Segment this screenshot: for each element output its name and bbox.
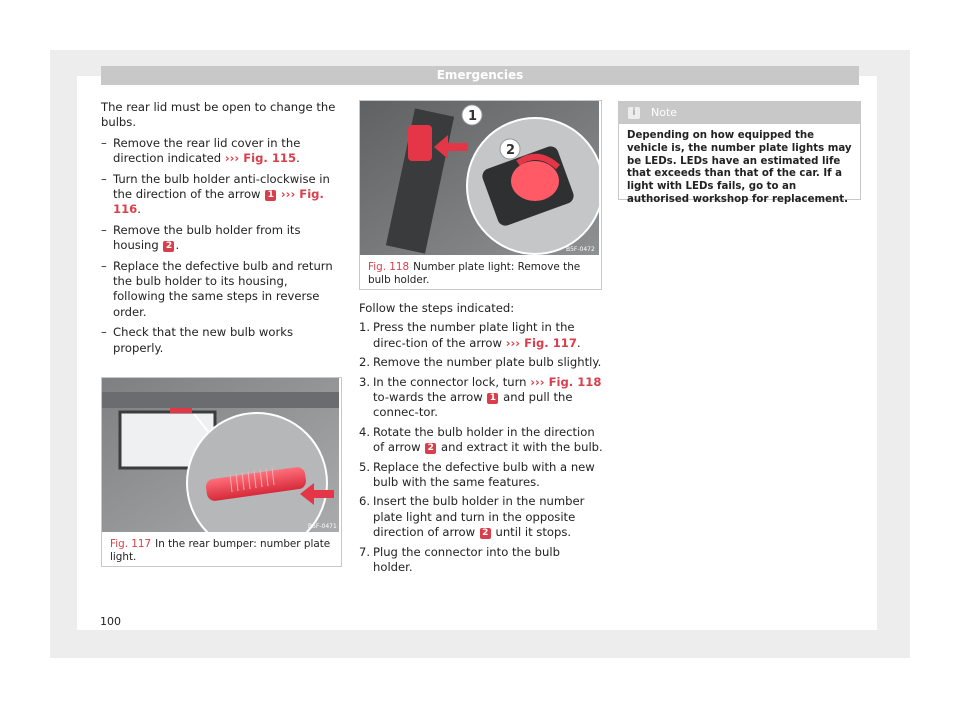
steps-intro: Follow the steps indicated:: [359, 301, 515, 315]
fig-116-link[interactable]: ››› Fig. 116: [113, 187, 324, 217]
fig-115-link[interactable]: ››› Fig. 115: [224, 151, 297, 166]
step-turn-holder: – Turn the bulb holder anti-clockwise in the direction of the arrow 1 ››› Fig. 116.: [101, 172, 339, 218]
callout-badge-1: 1: [487, 393, 498, 404]
note-box: [618, 101, 861, 205]
svg-text:B5F-0471: B5F-0471: [308, 523, 337, 530]
callout-badge-2: 2: [163, 241, 174, 252]
section-header: Emergencies: [101, 66, 859, 85]
fig-117-link[interactable]: ››› Fig. 117: [505, 335, 577, 350]
note-body: Depending on how equipped the vehicle is, the number plate lights may be LEDs. LEDs have an estimated life that exceeds than that of the car. If a light with LEDs fails, go to an authorised workshop for replacement.: [627, 130, 852, 205]
list-item: 3. In the connector lock, turn ››› Fig. 118 to-wards the arrow 1 and pull the connec-tor.: [359, 374, 602, 420]
bulb-holder-illustration: [360, 101, 599, 255]
figure-117-caption: Fig. 117 In the rear bumper: number plate light.: [110, 538, 331, 563]
svg-text:1: 1: [468, 109, 478, 124]
step-remove-holder: – Remove the bulb holder from its housing 2 .: [101, 223, 339, 254]
note-header: [619, 102, 860, 124]
callout-badge-2: 2: [425, 443, 436, 454]
intro-text: The rear lid must be open to change the bulbs.: [101, 100, 336, 130]
fig-118-link[interactable]: ››› Fig. 118: [530, 374, 602, 389]
figure-118: [359, 100, 602, 290]
info-icon: i: [628, 107, 640, 119]
svg-text:2: 2: [506, 143, 516, 158]
list-item: 7. Plug the connector into the bulb holder.: [359, 544, 560, 575]
list-item: 5. Replace the defective bulb with a new bulb with the same features.: [359, 459, 595, 490]
left-column: [101, 100, 339, 416]
number-plate-light-illustration: [102, 378, 339, 532]
step-remove-cover: – Remove the rear lid cover in the direction indicated ››› Fig. 115.: [101, 136, 339, 167]
step-check-bulb: – Check that the new bulb works properly.: [101, 325, 339, 356]
list-item: 4. Rotate the bulb holder in the direction of arrow 2 and extract it with the bulb.: [359, 424, 603, 455]
list-item: 2. Remove the number plate bulb slightly.: [359, 355, 602, 370]
note-title: Note: [651, 106, 678, 119]
page-number: 100: [100, 615, 121, 628]
callout-badge-2: 2: [480, 528, 491, 539]
figure-118-caption: Fig. 118 Number plate light: Remove the bulb holder.: [368, 261, 581, 286]
callout-badge-1: 1: [265, 190, 276, 201]
middle-column: [359, 301, 603, 576]
figure-117: [101, 377, 342, 567]
svg-text:B5F-0472: B5F-0472: [566, 246, 595, 253]
step-replace-bulb: – Replace the defective bulb and return the bulb holder to its housing, following the same steps in reverse order.: [101, 259, 339, 321]
list-item: 6. Insert the bulb holder in the number plate light and turn in the opposite direction of arrow 2 until it stops.: [359, 494, 585, 540]
list-item: 1. Press the number plate light in the direc-tion of the arrow ››› Fig. 117.: [359, 320, 581, 350]
